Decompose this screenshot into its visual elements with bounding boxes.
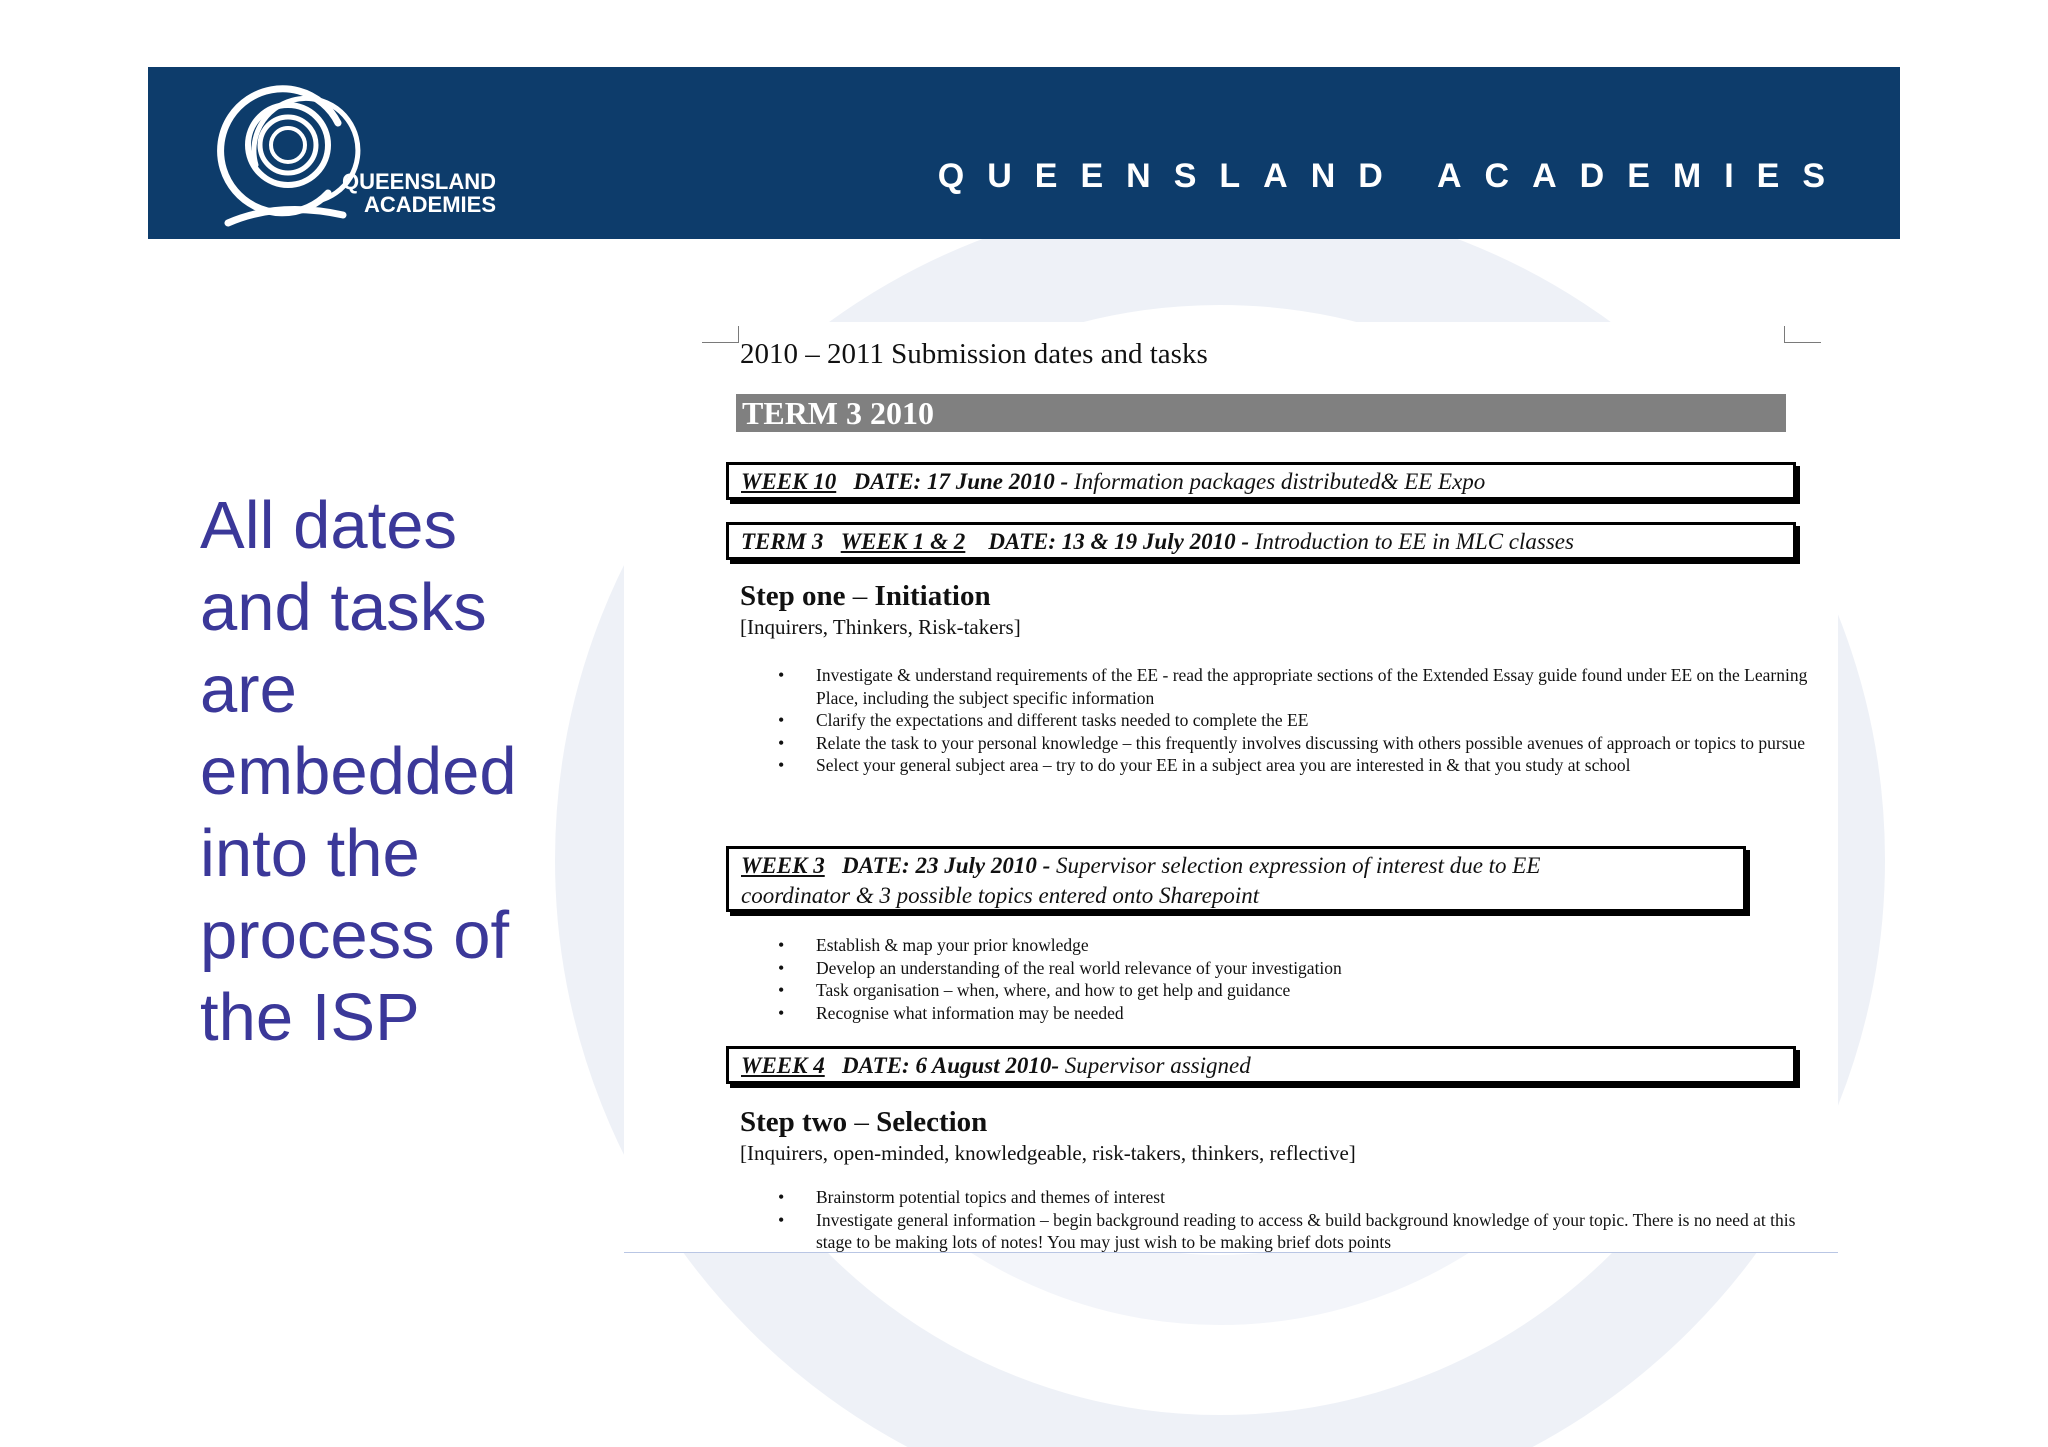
- list-item: • Task organisation – when, where, and how to get help and guidance: [778, 979, 1808, 1002]
- step-separator: –: [847, 1106, 877, 1138]
- list-item: • Develop an understanding of the real world relevance of your investigation: [778, 957, 1808, 980]
- side-text-line: the ISP: [200, 980, 420, 1055]
- side-text-line: and tasks: [200, 570, 487, 645]
- list-item: • Establish & map your prior knowledge: [778, 934, 1808, 957]
- step-one-task-list: [778, 664, 1808, 777]
- week-label: WEEK 4: [741, 1053, 825, 1078]
- list-item: • Recognise what information may be needed: [778, 1002, 1808, 1025]
- side-text-line: All dates: [200, 488, 457, 563]
- logo-line-1: QUEENSLAND: [341, 169, 496, 194]
- week-3-box: [726, 846, 1746, 912]
- task-description: Introduction to EE in MLC classes: [1248, 529, 1574, 554]
- week-10-box: [726, 462, 1796, 500]
- date-label: DATE: 13 & 19 July 2010 -: [988, 529, 1249, 554]
- term-label: TERM 3: [741, 529, 824, 554]
- step-two-task-list: [778, 1186, 1808, 1253]
- slide-body-text: [200, 485, 600, 1059]
- week-label: WEEK 3: [741, 853, 825, 878]
- banner-title: QUEENSLAND ACADEMIES: [937, 157, 1848, 195]
- list-item: • Select your general subject area – try to do your EE in a subject area you are interested in & that you study at school: [778, 754, 1808, 777]
- term-bar: TERM 3 2010: [736, 394, 1786, 432]
- list-item: • Clarify the expectations and different tasks needed to complete the EE: [778, 709, 1808, 732]
- task-description-cont: coordinator & 3 possible topics entered onto Sharepoint: [741, 883, 1260, 908]
- list-item: • Investigate & understand requirements of the EE - read the appropriate sections of the Extended Essay guide found under EE on the Learning Place, including the subject specific information: [778, 664, 1808, 709]
- date-label: DATE: 17 June 2010 -: [853, 469, 1069, 494]
- step-one-title: [740, 580, 991, 613]
- logo-wordmark: [326, 170, 496, 216]
- step-two-name: Selection: [876, 1106, 988, 1138]
- task-description: Supervisor selection expression of interest due to EE: [1050, 853, 1541, 878]
- list-item: • Investigate general information – begin background reading to access & build background knowledge of your topic. There is no need at this stage to be making lots of notes! You may just wish to be making brief dots points: [778, 1209, 1808, 1254]
- step-separator: –: [845, 580, 875, 612]
- list-item: • Brainstorm potential topics and themes of interest: [778, 1186, 1808, 1209]
- term3-week1-2-box: [726, 522, 1796, 560]
- week-3-task-list: [778, 934, 1808, 1024]
- step-one-name: Initiation: [874, 580, 991, 612]
- task-description: Supervisor assigned: [1059, 1053, 1251, 1078]
- header-banner: [148, 67, 1900, 239]
- side-text-line: process of: [200, 898, 510, 973]
- week-4-box: [726, 1046, 1796, 1084]
- side-text-line: into the: [200, 816, 420, 891]
- side-text-line: embedded: [200, 734, 517, 809]
- logo-line-2: ACADEMIES: [363, 192, 496, 217]
- document-screenshot: [624, 322, 1838, 1253]
- step-two-label: Step two: [740, 1106, 848, 1138]
- side-text-line: are: [200, 652, 297, 727]
- page-corner-mark: [702, 326, 739, 343]
- step-two-attributes: [Inquirers, open-minded, knowledgeable, risk-takers, thinkers, reflective]: [740, 1141, 1356, 1165]
- date-label: DATE: 23 July 2010 -: [841, 853, 1051, 878]
- page-corner-mark: [1784, 326, 1821, 343]
- list-item: • Relate the task to your personal knowledge – this frequently involves discussing with others possible avenues of approach or topics to pursue: [778, 732, 1808, 755]
- week-label: WEEK 1 & 2: [840, 529, 966, 554]
- step-one-attributes: [Inquirers, Thinkers, Risk-takers]: [740, 615, 1021, 639]
- task-description: Information packages distributed& EE Expo: [1068, 469, 1486, 494]
- step-two-title: [740, 1106, 987, 1139]
- date-label: DATE: 6 August 2010-: [841, 1053, 1060, 1078]
- document-heading: 2010 – 2011 Submission dates and tasks: [740, 338, 1208, 370]
- step-one-label: Step one: [740, 580, 846, 612]
- week-label: WEEK 10: [741, 469, 837, 494]
